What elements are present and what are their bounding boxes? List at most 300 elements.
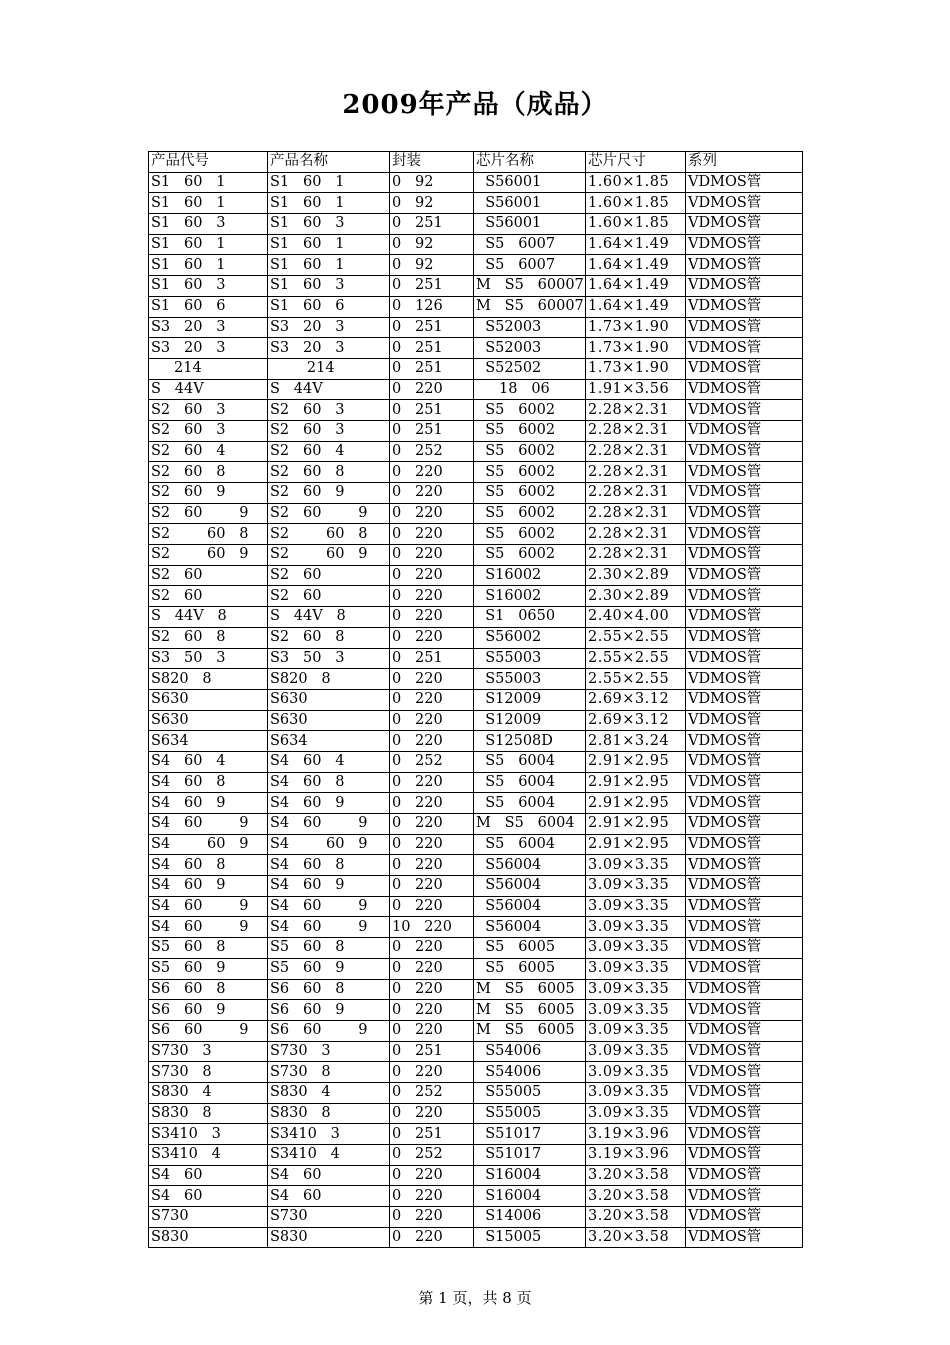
cell-chip-name: S16002 <box>474 586 586 607</box>
cell-product-name: S4 60 <box>268 1165 390 1186</box>
header-product-code: 产品代号 <box>149 152 268 173</box>
cell-product-name: S820 8 <box>268 669 390 690</box>
cell-product-code: S1 60 3 <box>149 214 268 235</box>
cell-chip-name: S56001 <box>474 214 586 235</box>
cell-product-name: S830 4 <box>268 1082 390 1103</box>
cell-package: 10 220 <box>390 917 474 938</box>
cell-chip-size: 2.28×2.31 <box>586 524 686 545</box>
cell-chip-name: S51017 <box>474 1124 586 1145</box>
cell-chip-name: S5 6002 <box>474 545 586 566</box>
cell-product-name: S4 60 8 <box>268 855 390 876</box>
cell-chip-name: M S5 6005 <box>474 1000 586 1021</box>
cell-chip-size: 3.09×3.35 <box>586 938 686 959</box>
cell-chip-size: 3.09×3.35 <box>586 917 686 938</box>
table-row <box>149 1207 803 1228</box>
cell-chip-name: 18 06 <box>474 379 586 400</box>
cell-package: 0 92 <box>390 193 474 214</box>
cell-product-name: S6 60 9 <box>268 1000 390 1021</box>
cell-chip-name: S5 6007 <box>474 234 586 255</box>
cell-product-code: S2 60 8 <box>149 462 268 483</box>
cell-chip-size: 2.55×2.55 <box>586 627 686 648</box>
cell-product-name: 214 <box>268 358 390 379</box>
table-row <box>149 462 803 483</box>
cell-chip-size: 1.73×1.90 <box>586 317 686 338</box>
header-series: 系列 <box>686 152 803 173</box>
table-row <box>149 586 803 607</box>
cell-product-name: S6 60 8 <box>268 979 390 1000</box>
cell-chip-name: S52502 <box>474 358 586 379</box>
cell-product-code: S4 60 <box>149 1186 268 1207</box>
cell-chip-name: S14006 <box>474 1207 586 1228</box>
table-row <box>149 1082 803 1103</box>
cell-product-code: S2 60 8 <box>149 627 268 648</box>
table-row <box>149 876 803 897</box>
cell-product-name: S634 <box>268 731 390 752</box>
cell-product-code: S2 60 3 <box>149 400 268 421</box>
cell-chip-size: 3.09×3.35 <box>586 1082 686 1103</box>
cell-product-code: S2 60 <box>149 565 268 586</box>
cell-product-code: S4 60 9 <box>149 814 268 835</box>
table-row <box>149 1165 803 1186</box>
cell-product-name: S1 60 1 <box>268 193 390 214</box>
table-row <box>149 214 803 235</box>
cell-series: VDMOS管 <box>686 1020 803 1041</box>
cell-package: 0 126 <box>390 296 474 317</box>
cell-package: 0 220 <box>390 1186 474 1207</box>
header-package: 封装 <box>390 152 474 173</box>
table-row <box>149 648 803 669</box>
cell-package: 0 220 <box>390 814 474 835</box>
table-row <box>149 276 803 297</box>
cell-series: VDMOS管 <box>686 1165 803 1186</box>
table-row <box>149 917 803 938</box>
cell-series: VDMOS管 <box>686 669 803 690</box>
cell-product-code: S2 60 3 <box>149 420 268 441</box>
cell-product-code: S2 60 8 <box>149 524 268 545</box>
table-row <box>149 814 803 835</box>
cell-product-name: S2 60 3 <box>268 420 390 441</box>
cell-chip-size: 2.30×2.89 <box>586 565 686 586</box>
cell-chip-size: 1.64×1.49 <box>586 276 686 297</box>
cell-chip-size: 2.91×2.95 <box>586 834 686 855</box>
cell-chip-size: 1.60×1.85 <box>586 193 686 214</box>
cell-chip-name: S56001 <box>474 172 586 193</box>
cell-package: 0 220 <box>390 545 474 566</box>
cell-package: 0 220 <box>390 855 474 876</box>
cell-package: 0 251 <box>390 358 474 379</box>
table-row <box>149 193 803 214</box>
cell-product-name: S2 60 8 <box>268 627 390 648</box>
cell-package: 0 220 <box>390 503 474 524</box>
cell-chip-name: S51017 <box>474 1145 586 1166</box>
cell-series: VDMOS管 <box>686 1000 803 1021</box>
table-row <box>149 1227 803 1248</box>
cell-series: VDMOS管 <box>686 793 803 814</box>
cell-product-name: S4 60 9 <box>268 896 390 917</box>
cell-chip-size: 2.69×3.12 <box>586 710 686 731</box>
table-row <box>149 420 803 441</box>
cell-package: 0 252 <box>390 1082 474 1103</box>
cell-chip-name: S5 6004 <box>474 793 586 814</box>
cell-chip-name: S16004 <box>474 1165 586 1186</box>
cell-package: 0 251 <box>390 648 474 669</box>
table-row <box>149 379 803 400</box>
cell-product-code: S3 50 3 <box>149 648 268 669</box>
cell-series: VDMOS管 <box>686 379 803 400</box>
cell-product-name: S1 60 6 <box>268 296 390 317</box>
cell-product-code: S1 60 3 <box>149 276 268 297</box>
cell-package: 0 220 <box>390 731 474 752</box>
cell-product-code: S730 <box>149 1207 268 1228</box>
table-row <box>149 1103 803 1124</box>
cell-chip-size: 3.09×3.35 <box>586 1062 686 1083</box>
cell-series: VDMOS管 <box>686 296 803 317</box>
cell-package: 0 251 <box>390 1124 474 1145</box>
cell-package: 0 251 <box>390 276 474 297</box>
cell-package: 0 251 <box>390 214 474 235</box>
cell-package: 0 220 <box>390 483 474 504</box>
table-row <box>149 441 803 462</box>
table-row <box>149 751 803 772</box>
table-row <box>149 772 803 793</box>
cell-product-name: S730 3 <box>268 1041 390 1062</box>
cell-series: VDMOS管 <box>686 565 803 586</box>
table-row <box>149 358 803 379</box>
table-row <box>149 483 803 504</box>
cell-chip-size: 3.20×3.58 <box>586 1207 686 1228</box>
cell-product-name: S2 60 9 <box>268 483 390 504</box>
cell-product-code: S4 60 <box>149 1165 268 1186</box>
cell-product-name: S 44V 8 <box>268 607 390 628</box>
cell-series: VDMOS管 <box>686 1186 803 1207</box>
cell-package: 0 220 <box>390 938 474 959</box>
cell-chip-name: S56004 <box>474 876 586 897</box>
cell-series: VDMOS管 <box>686 338 803 359</box>
cell-chip-name: S5 6002 <box>474 441 586 462</box>
cell-series: VDMOS管 <box>686 462 803 483</box>
cell-series: VDMOS管 <box>686 1207 803 1228</box>
cell-chip-name: S12009 <box>474 710 586 731</box>
cell-package: 0 251 <box>390 1041 474 1062</box>
cell-product-name: S2 60 9 <box>268 503 390 524</box>
cell-package: 0 252 <box>390 1145 474 1166</box>
cell-series: VDMOS管 <box>686 979 803 1000</box>
cell-chip-size: 3.09×3.35 <box>586 1000 686 1021</box>
cell-package: 0 220 <box>390 1020 474 1041</box>
cell-package: 0 220 <box>390 710 474 731</box>
cell-product-name: S2 60 <box>268 586 390 607</box>
cell-chip-name: M S5 60007 <box>474 276 586 297</box>
cell-product-code: S6 60 9 <box>149 1000 268 1021</box>
cell-chip-name: S52003 <box>474 338 586 359</box>
cell-product-name: S2 60 3 <box>268 400 390 421</box>
cell-package: 0 220 <box>390 669 474 690</box>
cell-package: 0 251 <box>390 420 474 441</box>
cell-package: 0 220 <box>390 1062 474 1083</box>
cell-product-name: S4 60 <box>268 1186 390 1207</box>
cell-chip-name: S5 6002 <box>474 503 586 524</box>
cell-chip-name: S5 6004 <box>474 772 586 793</box>
cell-chip-size: 2.91×2.95 <box>586 793 686 814</box>
cell-chip-size: 2.28×2.31 <box>586 400 686 421</box>
cell-package: 0 220 <box>390 1103 474 1124</box>
cell-chip-name: S55003 <box>474 669 586 690</box>
cell-series: VDMOS管 <box>686 1124 803 1145</box>
cell-product-name: S4 60 9 <box>268 793 390 814</box>
cell-product-code: S3 20 3 <box>149 317 268 338</box>
cell-chip-name: S15005 <box>474 1227 586 1248</box>
cell-product-name: S2 60 8 <box>268 524 390 545</box>
cell-product-name: S830 <box>268 1227 390 1248</box>
cell-product-name: S5 60 9 <box>268 958 390 979</box>
cell-chip-name: S55005 <box>474 1103 586 1124</box>
table-header-row <box>149 152 803 173</box>
cell-package: 0 220 <box>390 1207 474 1228</box>
cell-chip-name: S12508D <box>474 731 586 752</box>
cell-series: VDMOS管 <box>686 1103 803 1124</box>
cell-product-name: S 44V <box>268 379 390 400</box>
cell-chip-name: S54006 <box>474 1062 586 1083</box>
cell-chip-size: 1.73×1.90 <box>586 338 686 359</box>
cell-series: VDMOS管 <box>686 420 803 441</box>
cell-series: VDMOS管 <box>686 772 803 793</box>
table-body <box>149 172 803 1248</box>
cell-series: VDMOS管 <box>686 731 803 752</box>
cell-series: VDMOS管 <box>686 586 803 607</box>
page-title: 2009年产品（成品） <box>342 90 608 120</box>
cell-package: 0 92 <box>390 255 474 276</box>
cell-series: VDMOS管 <box>686 1145 803 1166</box>
table-row <box>149 958 803 979</box>
cell-package: 0 220 <box>390 876 474 897</box>
cell-product-name: S4 60 9 <box>268 917 390 938</box>
cell-package: 0 220 <box>390 607 474 628</box>
cell-series: VDMOS管 <box>686 751 803 772</box>
cell-chip-size: 2.91×2.95 <box>586 772 686 793</box>
cell-series: VDMOS管 <box>686 896 803 917</box>
cell-product-name: S1 60 1 <box>268 255 390 276</box>
cell-chip-name: S12009 <box>474 689 586 710</box>
cell-chip-size: 2.40×4.00 <box>586 607 686 628</box>
cell-series: VDMOS管 <box>686 545 803 566</box>
cell-product-code: S634 <box>149 731 268 752</box>
cell-chip-size: 2.28×2.31 <box>586 483 686 504</box>
cell-product-code: S4 60 9 <box>149 876 268 897</box>
cell-chip-size: 1.91×3.56 <box>586 379 686 400</box>
cell-series: VDMOS管 <box>686 710 803 731</box>
cell-product-code: S630 <box>149 710 268 731</box>
cell-chip-name: S16002 <box>474 565 586 586</box>
cell-package: 0 220 <box>390 565 474 586</box>
cell-product-name: S630 <box>268 710 390 731</box>
cell-product-code: S830 8 <box>149 1103 268 1124</box>
table-row <box>149 545 803 566</box>
table-row <box>149 1124 803 1145</box>
cell-chip-name: S5 6005 <box>474 958 586 979</box>
cell-product-name: S1 60 3 <box>268 214 390 235</box>
cell-chip-size: 2.28×2.31 <box>586 420 686 441</box>
cell-product-code: S830 4 <box>149 1082 268 1103</box>
cell-product-name: S4 60 4 <box>268 751 390 772</box>
cell-package: 0 220 <box>390 689 474 710</box>
cell-product-code: S1 60 1 <box>149 172 268 193</box>
header-chip-size: 芯片尺寸 <box>586 152 686 173</box>
cell-product-name: S1 60 3 <box>268 276 390 297</box>
cell-product-name: S830 8 <box>268 1103 390 1124</box>
cell-product-name: S3 50 3 <box>268 648 390 669</box>
cell-chip-size: 1.64×1.49 <box>586 234 686 255</box>
cell-package: 0 251 <box>390 400 474 421</box>
cell-package: 0 220 <box>390 793 474 814</box>
table-row <box>149 896 803 917</box>
cell-product-code: S1 60 1 <box>149 234 268 255</box>
table-row <box>149 1186 803 1207</box>
cell-product-name: S730 <box>268 1207 390 1228</box>
cell-product-name: S1 60 1 <box>268 172 390 193</box>
table-row <box>149 834 803 855</box>
cell-product-code: S 44V 8 <box>149 607 268 628</box>
cell-series: VDMOS管 <box>686 234 803 255</box>
cell-series: VDMOS管 <box>686 1062 803 1083</box>
cell-series: VDMOS管 <box>686 255 803 276</box>
cell-chip-name: S5 6002 <box>474 462 586 483</box>
cell-product-name: S730 8 <box>268 1062 390 1083</box>
cell-series: VDMOS管 <box>686 814 803 835</box>
table-row <box>149 565 803 586</box>
cell-series: VDMOS管 <box>686 938 803 959</box>
cell-chip-name: S52003 <box>474 317 586 338</box>
cell-chip-size: 2.28×2.31 <box>586 545 686 566</box>
cell-series: VDMOS管 <box>686 1082 803 1103</box>
table-row <box>149 669 803 690</box>
cell-chip-name: M S5 6005 <box>474 1020 586 1041</box>
cell-series: VDMOS管 <box>686 483 803 504</box>
cell-product-code: S4 60 9 <box>149 896 268 917</box>
cell-chip-name: S54006 <box>474 1041 586 1062</box>
cell-product-code: S2 60 <box>149 586 268 607</box>
cell-chip-name: S5 6002 <box>474 483 586 504</box>
cell-chip-size: 1.64×1.49 <box>586 255 686 276</box>
table-row <box>149 524 803 545</box>
table-row <box>149 1145 803 1166</box>
cell-product-name: S4 60 9 <box>268 876 390 897</box>
cell-chip-size: 2.55×2.55 <box>586 648 686 669</box>
cell-package: 0 220 <box>390 834 474 855</box>
table-row <box>149 1020 803 1041</box>
cell-product-code: S1 60 1 <box>149 193 268 214</box>
cell-series: VDMOS管 <box>686 648 803 669</box>
cell-chip-name: S56004 <box>474 896 586 917</box>
cell-package: 0 92 <box>390 172 474 193</box>
cell-product-code: S820 8 <box>149 669 268 690</box>
cell-package: 0 251 <box>390 317 474 338</box>
cell-chip-size: 2.30×2.89 <box>586 586 686 607</box>
table-row <box>149 1000 803 1021</box>
cell-chip-size: 1.60×1.85 <box>586 214 686 235</box>
cell-package: 0 220 <box>390 958 474 979</box>
cell-chip-name: S5 6005 <box>474 938 586 959</box>
cell-product-code: S830 <box>149 1227 268 1248</box>
cell-product-code: S4 60 9 <box>149 917 268 938</box>
table-row <box>149 979 803 1000</box>
cell-product-code: S5 60 9 <box>149 958 268 979</box>
cell-chip-name: S55005 <box>474 1082 586 1103</box>
cell-package: 0 220 <box>390 379 474 400</box>
cell-product-name: S2 60 <box>268 565 390 586</box>
cell-product-code: S3 20 3 <box>149 338 268 359</box>
cell-chip-name: S16004 <box>474 1186 586 1207</box>
cell-package: 0 252 <box>390 751 474 772</box>
cell-product-code: S2 60 9 <box>149 483 268 504</box>
cell-chip-name: S56004 <box>474 855 586 876</box>
cell-package: 0 220 <box>390 1227 474 1248</box>
cell-chip-size: 2.28×2.31 <box>586 441 686 462</box>
cell-chip-size: 2.28×2.31 <box>586 503 686 524</box>
cell-product-name: S3410 4 <box>268 1145 390 1166</box>
cell-package: 0 220 <box>390 524 474 545</box>
table-row <box>149 689 803 710</box>
table-row <box>149 710 803 731</box>
cell-series: VDMOS管 <box>686 214 803 235</box>
cell-chip-size: 2.28×2.31 <box>586 462 686 483</box>
cell-series: VDMOS管 <box>686 876 803 897</box>
table-row <box>149 234 803 255</box>
cell-series: VDMOS管 <box>686 193 803 214</box>
cell-product-code: S1 60 1 <box>149 255 268 276</box>
cell-package: 0 220 <box>390 896 474 917</box>
cell-product-name: S2 60 8 <box>268 462 390 483</box>
cell-chip-size: 1.73×1.90 <box>586 358 686 379</box>
table-row <box>149 503 803 524</box>
header-product-name: 产品名称 <box>268 152 390 173</box>
cell-product-code: S3410 4 <box>149 1145 268 1166</box>
cell-product-code: S6 60 9 <box>149 1020 268 1041</box>
cell-series: VDMOS管 <box>686 958 803 979</box>
cell-chip-size: 3.19×3.96 <box>586 1145 686 1166</box>
cell-chip-size: 3.20×3.58 <box>586 1227 686 1248</box>
cell-product-code: S4 60 9 <box>149 834 268 855</box>
cell-product-code: S6 60 8 <box>149 979 268 1000</box>
cell-product-code: S2 60 4 <box>149 441 268 462</box>
cell-product-code: S 44V <box>149 379 268 400</box>
cell-product-code: S4 60 8 <box>149 855 268 876</box>
table-row <box>149 400 803 421</box>
cell-chip-name: S55003 <box>474 648 586 669</box>
cell-chip-size: 3.09×3.35 <box>586 979 686 1000</box>
cell-chip-size: 3.09×3.35 <box>586 1041 686 1062</box>
cell-series: VDMOS管 <box>686 172 803 193</box>
cell-series: VDMOS管 <box>686 917 803 938</box>
header-chip-name: 芯片名称 <box>474 152 586 173</box>
cell-series: VDMOS管 <box>686 855 803 876</box>
cell-chip-name: M S5 6004 <box>474 814 586 835</box>
product-table <box>148 151 803 1248</box>
cell-product-code: S630 <box>149 689 268 710</box>
cell-chip-size: 2.81×3.24 <box>586 731 686 752</box>
cell-product-code: S3410 3 <box>149 1124 268 1145</box>
cell-series: VDMOS管 <box>686 400 803 421</box>
cell-chip-name: S1 0650 <box>474 607 586 628</box>
cell-chip-name: S5 6004 <box>474 834 586 855</box>
cell-product-name: S2 60 9 <box>268 545 390 566</box>
cell-product-name: S4 60 9 <box>268 814 390 835</box>
cell-series: VDMOS管 <box>686 689 803 710</box>
table-row <box>149 296 803 317</box>
cell-product-name: S630 <box>268 689 390 710</box>
cell-chip-name: S56001 <box>474 193 586 214</box>
cell-product-name: S2 60 4 <box>268 441 390 462</box>
cell-product-name: S3 20 3 <box>268 317 390 338</box>
